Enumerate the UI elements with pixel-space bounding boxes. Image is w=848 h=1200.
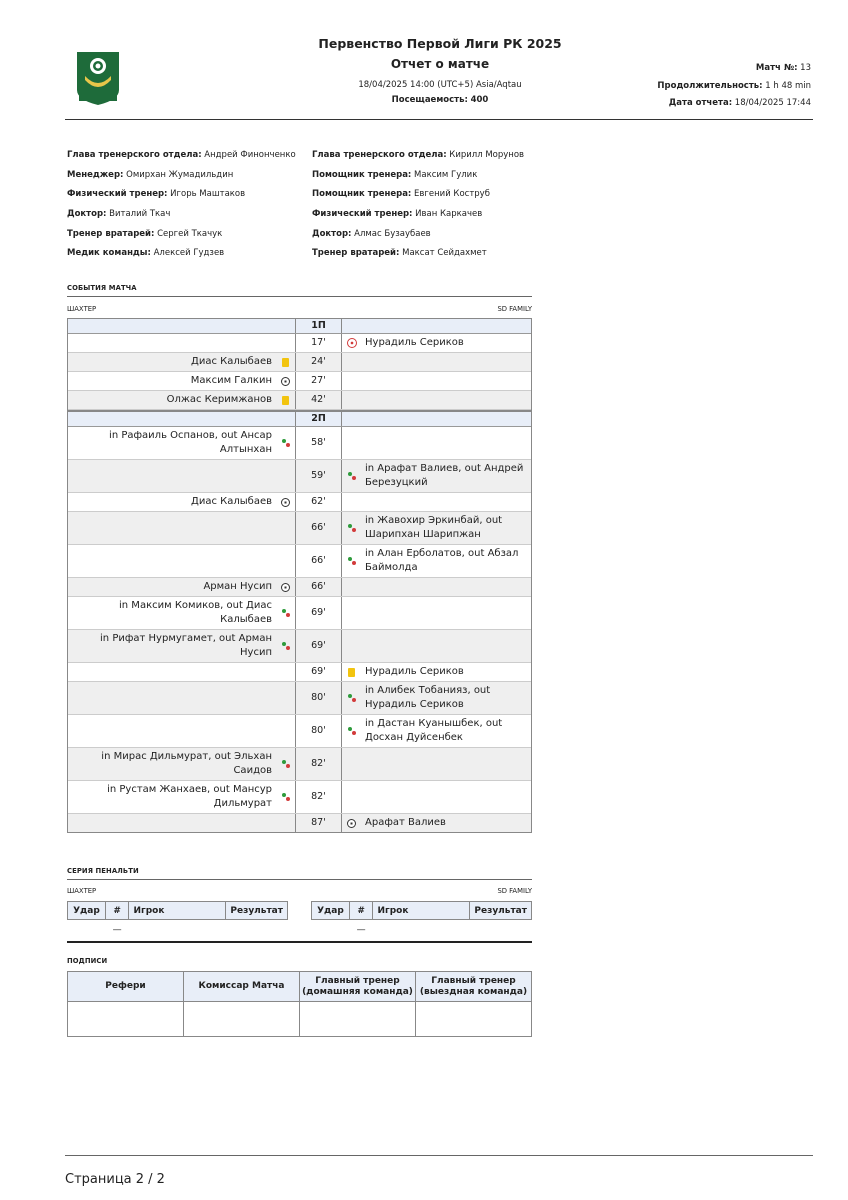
staff-entry [67,229,296,249]
away-event-text: in Дастан Куанышбек, out Досхан Дуйсенбек [365,718,503,743]
home-event-text: Диас Калыбаев [191,356,272,367]
staff-entry [67,170,296,190]
staff-entry [312,209,524,229]
away-penalties-table [311,901,532,940]
col-kick: Удар [312,902,350,920]
event-minute: 24' [295,353,342,371]
event-row [68,353,531,372]
event-row [68,630,531,663]
event-row [68,578,531,597]
goal-icon [281,377,290,386]
substitution-icon [347,471,357,481]
home-event-text: Максим Галкин [190,375,272,386]
col-player: Игрок [373,902,470,920]
event-minute: 80' [295,715,342,747]
event-row [68,427,531,460]
col-player: Игрок [129,902,226,920]
event-minute: 82' [295,781,342,813]
staff-entry [67,189,296,209]
substitution-icon [281,759,291,769]
staff-role: Глава тренерского отдела: [67,150,202,160]
away-event-text: Нурадиль Сериков [365,666,464,677]
home-event-text: in Рустам Жанхаев, out Мансур Дильмурат [107,784,272,809]
empty-row: — [356,924,366,935]
staff-name: Максим Гулик [414,169,478,180]
home-staff-list [67,150,296,268]
event-row [68,663,531,682]
home-event-text: in Рифат Нурмугамет, out Арман Нусип [100,633,272,658]
event-minute: 62' [295,493,342,511]
staff-role: Тренер вратарей: [67,228,155,239]
staff-role: Медик команды: [67,248,151,259]
commissioner-header: Комиссар Матча [184,972,300,1002]
event-minute: 69' [295,630,342,662]
yellow-card-icon [282,396,289,405]
substitution-icon [281,641,291,651]
home-event [68,391,276,409]
home-coach-signature [300,1002,416,1037]
staff-role: Помощник тренера: [312,169,412,180]
period-label: 2П [295,412,342,426]
home-event-text: in Рафаиль Оспанов, out Ансар Алтынхан [109,430,272,455]
event-minute: 69' [295,663,342,681]
attendance: Посещаемость: 400 [391,95,489,105]
substitution-icon [347,693,357,703]
staff-entry [312,170,524,190]
home-event-text: Арман Нусип [203,581,272,592]
yellow-card-icon [282,358,289,367]
events-home-team: ШАХТЕР [67,305,97,313]
event-row [68,391,531,410]
period-row [68,319,531,334]
referee-header: Рефери [68,972,184,1002]
event-minute: 66' [295,578,342,596]
event-minute: 87' [295,814,342,832]
staff-name: Сергей Ткачук [157,228,223,239]
staff-role: Доктор: [67,209,107,220]
event-minute: 42' [295,391,342,409]
event-row [68,715,531,748]
league-title: Первенство Первой Лиги РК 2025 [318,36,562,51]
away-event [361,663,531,681]
away-event [361,597,531,629]
home-event [68,372,276,390]
home-event [68,578,276,596]
away-event [361,493,531,511]
col-no: # [349,902,373,920]
events-away-team: SD FAMILY [497,305,532,313]
match-number: Матч №: 13 [755,63,811,73]
staff-name: Иван Каркачев [415,209,483,220]
event-minute: 58' [295,427,342,459]
home-event [68,334,276,352]
staff-entry [67,248,296,268]
event-minute: 66' [295,512,342,544]
event-row [68,334,531,353]
event-row [68,460,531,493]
away-event-text: in Жавохир Эркинбай, out Шарипхан Шарипжан [365,515,503,540]
away-staff-list [312,150,524,268]
col-kick: Удар [68,902,106,920]
period-label: 1П [295,319,342,333]
away-event [361,748,531,780]
staff-name: Алексей Гудзев [153,248,225,259]
event-minute: 66' [295,545,342,577]
event-minute: 69' [295,597,342,629]
staff-entry [312,248,524,268]
home-event [68,630,276,662]
away-event [361,512,531,544]
match-meta [657,63,811,116]
home-event [68,682,276,714]
away-coach-signature [416,1002,532,1037]
home-event [68,427,276,459]
empty-row: — [112,924,122,935]
staff-entry [67,150,296,170]
period-row [68,410,531,427]
league-logo [75,50,121,106]
staff-name: Алмас Бузаубаев [354,228,431,239]
penalties-away-team: SD FAMILY [497,887,532,895]
event-row [68,545,531,578]
staff-role: Доктор: [312,228,352,239]
staff-role: Тренер вратарей: [312,248,400,259]
staff-entry [312,229,524,249]
away-event [361,460,531,492]
goal-icon [281,498,290,507]
referee-signature [68,1002,184,1037]
away-event-text: in Арафат Валиев, out Андрей Березуцкий [365,463,524,488]
event-minute: 82' [295,748,342,780]
away-event [361,630,531,662]
event-row [68,814,531,832]
home-event [68,512,276,544]
staff-name: Виталий Ткач [109,209,171,220]
away-event-text: in Алан Ерболатов, out Абзал Баймолда [365,548,519,573]
staff-entry [312,189,524,209]
yellow-card-icon [348,668,355,677]
match-duration: Продолжительность: 1 h 48 min [657,80,811,91]
event-minute: 80' [295,682,342,714]
goal-icon [347,819,356,828]
event-minute: 59' [295,460,342,492]
match-events-table [67,318,532,833]
away-event [361,372,531,390]
event-minute: 27' [295,372,342,390]
report-header [65,30,813,120]
staff-name: Андрей Финонченко [204,150,296,160]
away-event [361,715,531,747]
event-row [68,372,531,391]
goal-icon [281,583,290,592]
event-row [68,781,531,814]
away-event-text: Арафат Валиев [365,817,446,828]
col-no: # [105,902,129,920]
staff-name: Игорь Маштаков [170,189,246,200]
event-row [68,493,531,512]
away-event-text: in Алибек Тобанияз, out Нурадиль Сериков [365,685,491,710]
staff-role: Менеджер: [67,169,124,180]
home-event [68,353,276,371]
staff-role: Физический тренер: [312,209,413,220]
page-number: Страница 2 / 2 [65,1172,165,1187]
away-event [361,781,531,813]
home-event [68,814,276,832]
event-row [68,748,531,781]
away-event [361,814,531,832]
staff-name: Кирилл Морунов [449,150,525,160]
staff-name: Омирхан Жумадильдин [126,169,234,180]
staff-role: Физический тренер: [67,189,168,200]
away-coach-header: Главный тренер (выездная команда) [416,972,532,1002]
signatures-table [67,971,532,1037]
penalties-home-team: ШАХТЕР [67,887,97,895]
substitution-icon [281,792,291,802]
staff-entry [312,150,524,170]
penalties-section-title: СЕРИЯ ПЕНАЛЬТИ [67,867,139,875]
away-event [361,427,531,459]
away-event [361,391,531,409]
substitution-icon [347,556,357,566]
col-result: Результат [226,902,288,920]
home-event [68,715,276,747]
home-event [68,663,276,681]
substitution-icon [281,608,291,618]
home-event [68,748,276,780]
away-event-text: Нурадиль Сериков [365,337,464,348]
home-event [68,493,276,511]
staff-role: Глава тренерского отдела: [312,150,447,160]
home-event [68,545,276,577]
substitution-icon [347,726,357,736]
staff-name: Максат Сейдахмет [402,248,487,259]
staff-name: Евгений Коструб [414,189,490,200]
home-event-text: Олжас Керимжанов [166,394,272,405]
report-date: Дата отчета: 18/04/2025 17:44 [668,98,811,108]
staff-role: Помощник тренера: [312,189,412,200]
commissioner-signature [184,1002,300,1037]
event-row [68,597,531,630]
home-event [68,781,276,813]
events-section-title: СОБЫТИЯ МАТЧА [67,284,137,292]
home-event [68,597,276,629]
substitution-icon [281,438,291,448]
report-title: Отчет о матче [390,57,490,71]
home-coach-header: Главный тренер (домашняя команда) [300,972,416,1002]
away-event [361,682,531,714]
staff-entry [67,209,296,229]
home-penalties-table [67,901,288,940]
away-event [361,334,531,352]
home-event [68,460,276,492]
away-event [361,545,531,577]
event-row [68,682,531,715]
home-event-text: Диас Калыбаев [191,496,272,507]
home-event-text: in Мирас Дильмурат, out Эльхан Саидов [101,751,272,776]
event-row [68,512,531,545]
substitution-icon [347,523,357,533]
col-result: Результат [470,902,532,920]
home-event-text: in Максим Комиков, out Диас Калыбаев [119,600,272,625]
match-datetime: 18/04/2025 14:00 (UTC+5) Asia/Aqtau [358,80,522,90]
event-minute: 17' [295,334,342,352]
signatures-section-title: ПОДПИСИ [67,957,108,965]
away-event [361,353,531,371]
own-goal-icon [347,338,357,348]
away-event [361,578,531,596]
